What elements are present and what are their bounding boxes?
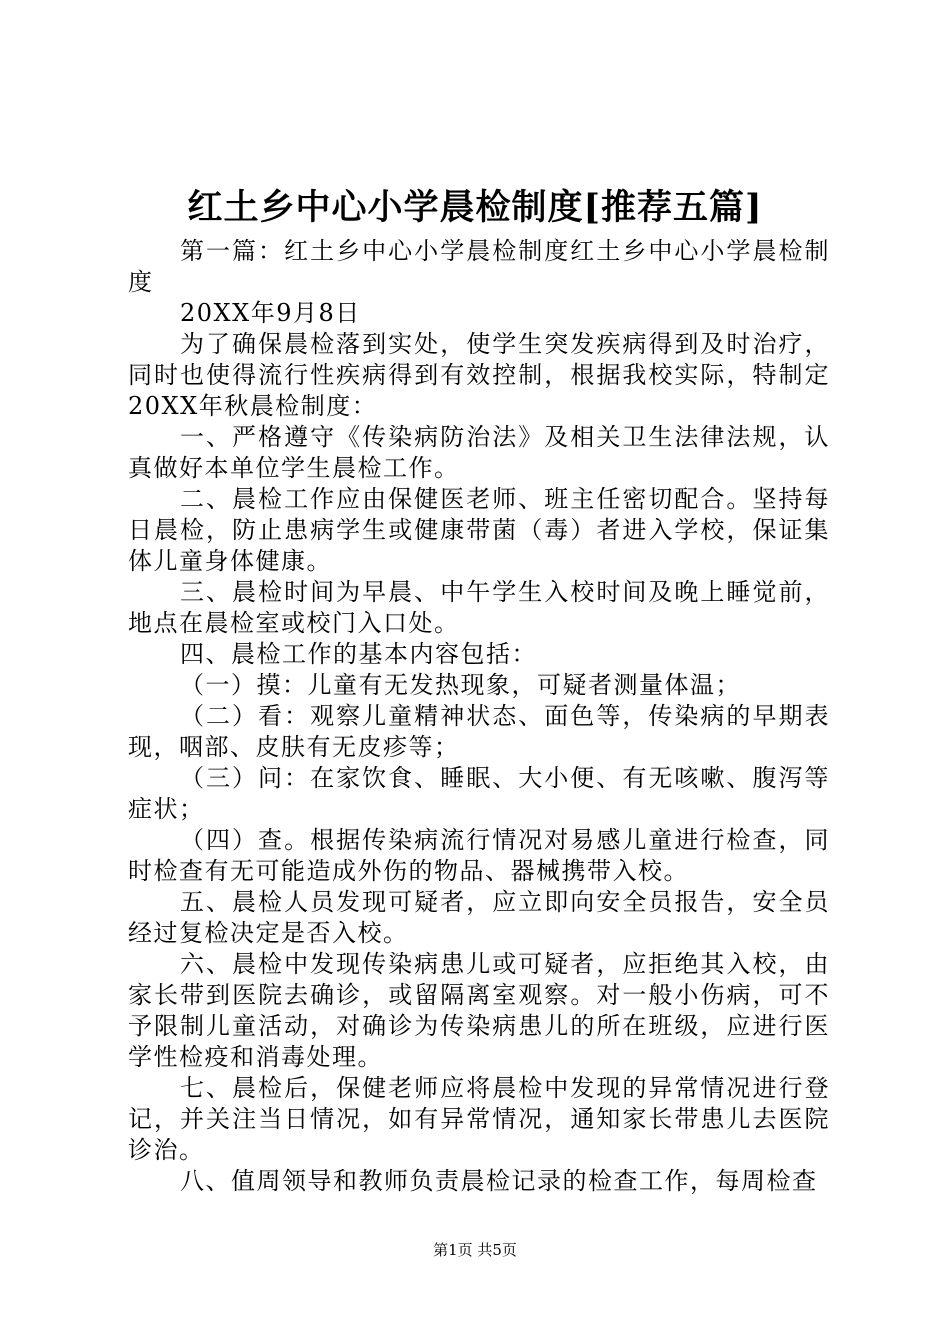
paragraph-date: 20XX年9月8日 [180,299,361,327]
page-footer: 第1页 共5页 [433,1241,517,1259]
document-title: 红土乡中心小学晨检制度[推荐五篇] [187,187,763,228]
paragraph: （二）看：观察儿童精神状态、面色等，传染病的早期表现，咽部、皮肤有无皮疹等； [128,702,830,761]
paragraph: （一）摸：儿童有无发热现象，可疑者测量体温； [180,671,741,699]
paragraph: 六、晨检中发现传染病患儿或可疑者，应拒绝其入校，由家长带到医院去确诊，或留隔离室观察。对一般小伤病，可不予限制儿童活动，对确诊为传染病患儿的所在班级，应进行医学性检疫和消毒处理。 [128,950,830,1071]
paragraph: 七、晨检后，保健老师应将晨检中发现的异常情况进行登记，并关注当日情况，如有异常情况，通知家长带患儿去医院诊治。 [128,1074,830,1164]
paragraph: 四、晨检工作的基本内容包括： [180,640,537,668]
paragraph: （三）问：在家饮食、睡眠、大小便、有无咳嗽、腹泻等症状； [128,764,830,823]
paragraph: 为了确保晨检落到实处，使学生突发疾病得到及时治疗，同时也使得流行性疾病得到有效控制，根据我校实际，特制定20XX年秋晨检制度： [128,330,830,420]
paragraph: 八、值周领导和教师负责晨检记录的检查工作，每周检查 [180,1167,818,1195]
paragraph: （四）查。根据传染病流行情况对易感儿童进行检查，同时检查有无可能造成外伤的物品、器械携带入校。 [128,826,830,885]
paragraph: 五、晨检人员发现可疑者，应立即向安全员报告，安全员经过复检决定是否入校。 [128,888,830,947]
paragraph: 二、晨检工作应由保健医老师、班主任密切配合。坚持每日晨检，防止患病学生或健康带菌（毒）者进入学校，保证集体儿童身体健康。 [128,485,830,575]
paragraph: 三、晨检时间为早晨、中午学生入校时间及晚上睡觉前，地点在晨检室或校门入口处。 [128,578,830,637]
paragraph: 第一篇：红土乡中心小学晨检制度红土乡中心小学晨检制度 [128,237,830,296]
paragraph: 一、严格遵守《传染病防治法》及相关卫生法律法规，认真做好本单位学生晨检工作。 [128,423,830,482]
document-body [128,236,830,1197]
